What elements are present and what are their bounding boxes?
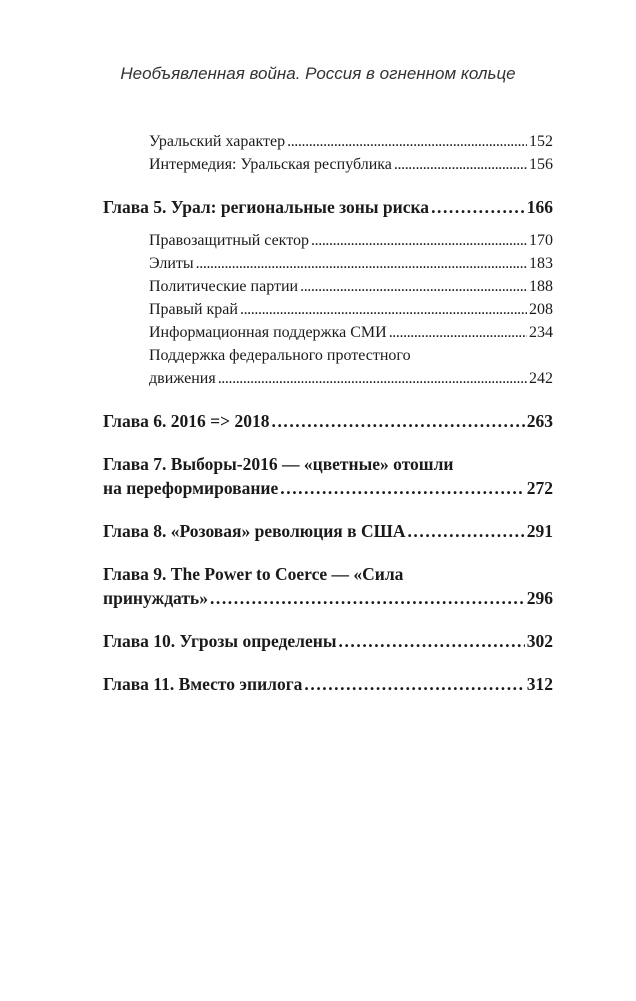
leader-dots xyxy=(287,130,527,153)
toc-chapter[interactable] xyxy=(103,586,553,610)
toc-chapter-page: 272 xyxy=(526,478,553,498)
toc-entry[interactable] xyxy=(103,130,553,153)
toc-chapter-title: Глава 11. Вместо эпилога xyxy=(103,674,303,694)
leader-dots xyxy=(339,629,525,653)
toc-chapter-title: Глава 6. 2016 => 2018 xyxy=(103,411,270,431)
leader-dots xyxy=(280,476,524,500)
toc-entry-title: Политические партии xyxy=(149,278,299,295)
toc-chapter[interactable] xyxy=(103,476,553,500)
toc-entry[interactable] xyxy=(103,153,553,176)
toc-chapter-title: Глава 10. Угрозы определены xyxy=(103,631,337,651)
table-of-contents xyxy=(103,130,553,696)
toc-entry-title: Правозащитный сектор xyxy=(149,232,310,249)
toc-entry-page: 188 xyxy=(529,278,553,295)
toc-chapter-page: 296 xyxy=(526,588,553,608)
toc-entry-page: 156 xyxy=(529,156,553,173)
toc-chapter-page: 166 xyxy=(526,197,553,217)
leader-dots xyxy=(394,153,527,176)
toc-entry[interactable] xyxy=(103,367,553,390)
toc-chapter-title: Глава 5. Урал: региональные зоны риска xyxy=(103,197,430,217)
toc-entry-page: 242 xyxy=(529,370,553,387)
leader-dots xyxy=(407,519,524,543)
leader-dots xyxy=(304,672,524,696)
leader-dots xyxy=(300,275,527,298)
toc-entry-line[interactable]: Поддержка федерального протестного xyxy=(149,347,411,364)
toc-chapter-line[interactable]: Глава 9. The Power to Coerce — «Сила xyxy=(103,564,404,584)
running-head: Необъявленная война. Россия в огненном кольце xyxy=(120,64,516,83)
leader-dots xyxy=(431,195,525,219)
toc-chapter[interactable] xyxy=(103,519,553,543)
toc-chapter-title: Глава 8. «Розовая» революция в США xyxy=(103,521,406,541)
toc-entry[interactable] xyxy=(103,321,553,344)
leader-dots xyxy=(210,586,525,610)
leader-dots xyxy=(240,298,527,321)
toc-entry-page: 208 xyxy=(529,301,553,318)
leader-dots xyxy=(272,409,525,433)
leader-dots xyxy=(311,229,527,252)
toc-entry-page: 152 xyxy=(529,133,553,150)
leader-dots xyxy=(196,252,527,275)
toc-entry-page: 234 xyxy=(529,324,553,341)
toc-chapter-title: принуждать» xyxy=(103,588,208,608)
toc-chapter[interactable] xyxy=(103,672,553,696)
toc-chapter-page: 263 xyxy=(526,411,553,431)
toc-chapter-line[interactable]: Глава 7. Выборы-2016 — «цветные» отошли xyxy=(103,454,454,474)
toc-entry-title: Правый край xyxy=(149,301,238,318)
toc-chapter-page: 291 xyxy=(526,521,553,541)
toc-entry-page: 170 xyxy=(529,232,553,249)
toc-chapter-title: на переформирование xyxy=(103,478,279,498)
toc-entry[interactable] xyxy=(103,229,553,252)
toc-entry-title: Интермедия: Уральская республика xyxy=(149,156,392,173)
toc-entry-title: Уральский характер xyxy=(149,133,286,150)
toc-entry[interactable] xyxy=(103,298,553,321)
toc-entry-title: Информационная поддержка СМИ xyxy=(149,324,387,341)
leader-dots xyxy=(389,321,527,344)
toc-entry-title: движения xyxy=(149,370,216,387)
leader-dots xyxy=(218,367,527,390)
toc-chapter[interactable] xyxy=(103,195,553,219)
toc-entry-title: Элиты xyxy=(149,255,194,272)
toc-entry[interactable] xyxy=(103,252,553,275)
toc-entry[interactable] xyxy=(103,275,553,298)
toc-chapter[interactable] xyxy=(103,629,553,653)
toc-chapter-page: 302 xyxy=(526,631,553,651)
toc-entry-page: 183 xyxy=(529,255,553,272)
toc-chapter-page: 312 xyxy=(526,674,553,694)
toc-chapter[interactable] xyxy=(103,409,553,433)
